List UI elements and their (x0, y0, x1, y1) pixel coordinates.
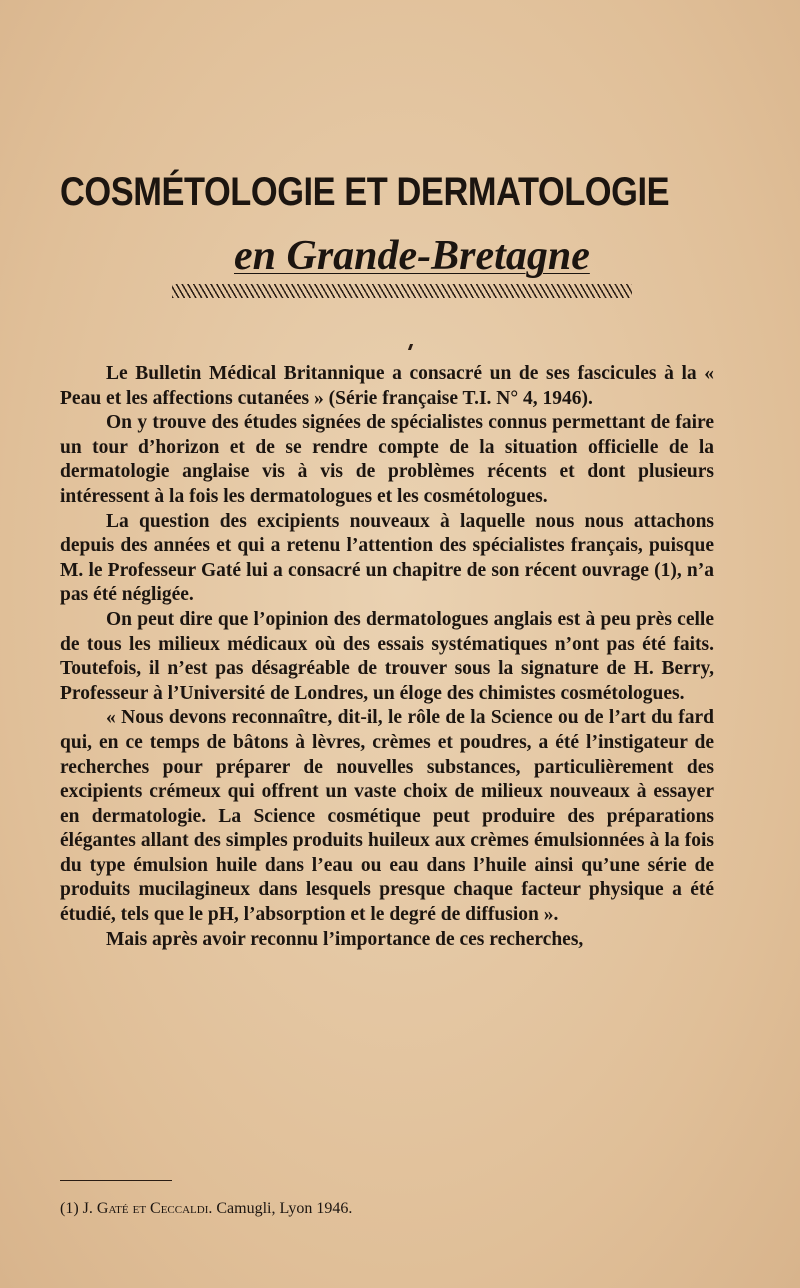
page-subtitle: en Grande-Bretagne (234, 233, 590, 279)
footnote (60, 1198, 710, 1220)
page-title: COSMÉTOLOGIE ET DERMATOLOGIE (60, 170, 670, 214)
paragraph-3-tail: , n’a pas été négligée. (60, 559, 715, 606)
paragraph-4: On peut dire que l’opinion des dermatologues anglais est à peu près celle de tous les milieux médicaux où des essais systématiques n’ont pas été faits. Toutefois, il n’est pas désagréable de trouver sous la signature de H. Berry, Professeur à l’Université de Londres, un éloge des chimistes cosmétologues. (60, 608, 714, 704)
footnote-publication: Camugli, Lyon 1946. (216, 1200, 353, 1217)
footnote-authors: J. Gaté et Ceccaldi. (82, 1200, 213, 1217)
stray-mark (408, 344, 413, 350)
paragraph-3 (60, 510, 714, 608)
paragraph-6: Mais après avoir reconnu l’importance de ces recherches, (106, 928, 584, 950)
footnote-rule (60, 1180, 172, 1181)
article-body (60, 362, 714, 952)
footnote-marker: (1) (60, 1200, 79, 1217)
paragraph-1: Le Bulletin Médical Britannique a consacré un de ses fascicules à la « Peau et les affections cutanées » (Série française T.I. N° 4, 1946). (60, 363, 714, 409)
decorative-hatch-rule (172, 284, 632, 298)
paragraph-5-quote: « Nous devons reconnaître, dit-il, le rôle de la Science ou de l’art du fard qui, en ce temps de bâtons à lèvres, crèmes et poudres, a été l’instigateur de recherches pour préparer de nouvelles substances, particulièrement des excipients crémeux qui offrent un vaste choix de milieux nouveaux à essayer en dermatologie. La Science cosmétique peut produire des préparations élégantes allant des simples produits huileux aux crèmes émulsionnées à la fois du type émulsion huile dans l’eau ou eau dans l’huile ainsi qu’une série de produits mucilagineux dans lesquels presque chaque facteur physique a été étudié, tels que le pH, l’absorption et le degré de diffusion ». (60, 707, 714, 926)
paragraph-2: On y trouve des études signées de spécialistes connus permettant de faire un tour d’horizon et de se rendre compte de la situation officielle de la dermatologie anglaise vis à vis de problèmes récents et dont plusieurs intéressent à la fois les dermatologues et les cosmétologues. (60, 412, 714, 507)
footnote-reference: (1) (654, 559, 677, 581)
paragraph-3-text: La question des excipients nouveaux à laquelle nous nous attachons depuis des années et qui a retenu l’attention des spécialistes français, puisque M. le Professeur Gaté lui a consacré un chapitre de son récent ouvrage (60, 510, 714, 581)
